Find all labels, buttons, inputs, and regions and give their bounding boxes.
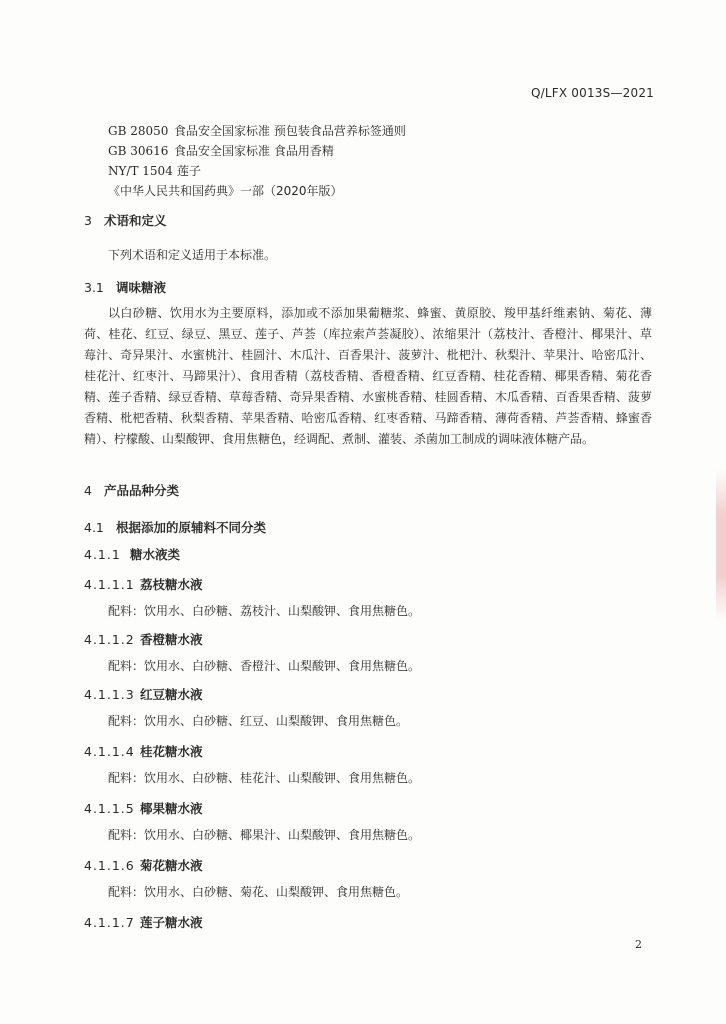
item-title: 香橙糖水液 bbox=[140, 632, 203, 647]
section-4-heading bbox=[84, 481, 179, 499]
standard-code: Q/LFX 0013S—2021 bbox=[530, 86, 654, 100]
reference-title: 食品安全国家标准 食品用香精 bbox=[174, 144, 334, 158]
item-title: 椰果糖水液 bbox=[140, 801, 203, 816]
ingredients-text: 配料：饮用水、白砂糖、桂花汁、山梨酸钾、食用焦糖色。 bbox=[108, 771, 421, 785]
page-number: 2 bbox=[635, 938, 642, 951]
ingredients-text: 配料：饮用水、白砂糖、香橙汁、山梨酸钾、食用焦糖色。 bbox=[108, 659, 421, 673]
section-title: 糖水液类 bbox=[130, 547, 181, 562]
item-number: 4.1.1.6 bbox=[84, 858, 135, 873]
section-title: 调味糖液 bbox=[116, 280, 167, 295]
ingredients-text: 配料：饮用水、白砂糖、菊花、山梨酸钾、食用焦糖色。 bbox=[108, 885, 409, 899]
seal-stamp-edge bbox=[716, 470, 726, 620]
item-title: 桂花糖水液 bbox=[140, 744, 203, 759]
section-title: 产品品种分类 bbox=[104, 483, 180, 498]
section-number: 3 bbox=[84, 213, 92, 228]
ingredients-text: 配料：饮用水、白砂糖、荔枝汁、山梨酸钾、食用焦糖色。 bbox=[108, 604, 421, 618]
definition-paragraph: 以白砂糖、饮用水为主要原料，添加或不添加果葡糖浆、蜂蜜、黄原胶、羧甲基纤维素钠、菊花、薄荷、桂花、红豆、绿豆、黑豆、莲子、芦荟（库拉索芦荟凝胶）、浓缩果汁（荔枝汁、香橙汁、椰果汁、草莓汁、奇异果汁、水蜜桃汁、桂圆汁、木瓜汁、百香果汁、菠萝汁、枇杷汁、秋梨汁、苹果汁、哈密瓜汁、桂花汁、红枣汁、马蹄果汁）、食用香精（荔枝香精、香橙香精、红豆香精、桂花香精、椰果香精、菊花香精、莲子香精、绿豆香精、草莓香精、奇异果香精、水蜜桃香精、桂圆香精、木瓜香精、百香果香精、菠萝香精、枇杷香精、秋梨香精、苹果香精、哈密瓜香精、红枣香精、马蹄香精、薄荷香精、芦荟香精、蜂蜜香精）、柠檬酸、山梨酸钾、食用焦糖色，经调配、煮制、灌装、杀菌加工制成的调味液体糖产品。 bbox=[84, 306, 652, 446]
item-heading bbox=[84, 742, 203, 760]
item-number: 4.1.1.7 bbox=[84, 915, 135, 930]
item-heading bbox=[84, 799, 203, 817]
reference-code: GB 28050 bbox=[108, 124, 169, 138]
item-number: 4.1.1.1 bbox=[84, 577, 135, 592]
reference-item bbox=[108, 161, 406, 181]
item-number: 4.1.1.4 bbox=[84, 744, 135, 759]
item-heading bbox=[84, 575, 203, 593]
ingredients-text: 配料：饮用水、白砂糖、椰果汁、山梨酸钾、食用焦糖色。 bbox=[108, 828, 421, 842]
reference-code: NY/T 1504 bbox=[108, 164, 173, 178]
reference-item bbox=[108, 141, 406, 161]
section-4-1-1-heading bbox=[84, 545, 180, 563]
reference-code: GB 30616 bbox=[108, 144, 169, 158]
normative-references-list bbox=[108, 121, 406, 201]
item-title: 红豆糖水液 bbox=[140, 687, 203, 702]
section-3-1-heading bbox=[84, 278, 166, 296]
item-number: 4.1.1.3 bbox=[84, 687, 135, 702]
reference-title: 食品安全国家标准 预包装食品营养标签通则 bbox=[174, 124, 406, 138]
section-title: 根据添加的原辅料不同分类 bbox=[116, 520, 267, 535]
section-number: 3.1 bbox=[84, 280, 104, 295]
item-title: 莲子糖水液 bbox=[140, 915, 203, 930]
item-heading bbox=[84, 856, 203, 874]
item-heading bbox=[84, 913, 203, 931]
section-4-1-heading bbox=[84, 518, 266, 536]
item-title: 荔枝糖水液 bbox=[140, 577, 203, 592]
item-heading bbox=[84, 630, 203, 648]
item-number: 4.1.1.2 bbox=[84, 632, 135, 647]
reference-title: 《中华人民共和国药典》一部（2020年版） bbox=[108, 184, 343, 198]
section-3-intro: 下列术语和定义适用于本标准。 bbox=[108, 248, 277, 262]
section-number: 4.1.1 bbox=[84, 547, 121, 562]
section-title: 术语和定义 bbox=[104, 213, 167, 228]
section-number: 4.1 bbox=[84, 520, 104, 535]
section-number: 4 bbox=[84, 483, 92, 498]
ingredients-text: 配料：饮用水、白砂糖、红豆、山梨酸钾、食用焦糖色。 bbox=[108, 714, 409, 728]
reference-title: 莲子 bbox=[176, 164, 201, 178]
section-3-heading bbox=[84, 211, 167, 229]
item-heading bbox=[84, 685, 203, 703]
item-number: 4.1.1.5 bbox=[84, 801, 135, 816]
reference-item bbox=[108, 181, 406, 201]
item-title: 菊花糖水液 bbox=[140, 858, 203, 873]
reference-item bbox=[108, 121, 406, 141]
